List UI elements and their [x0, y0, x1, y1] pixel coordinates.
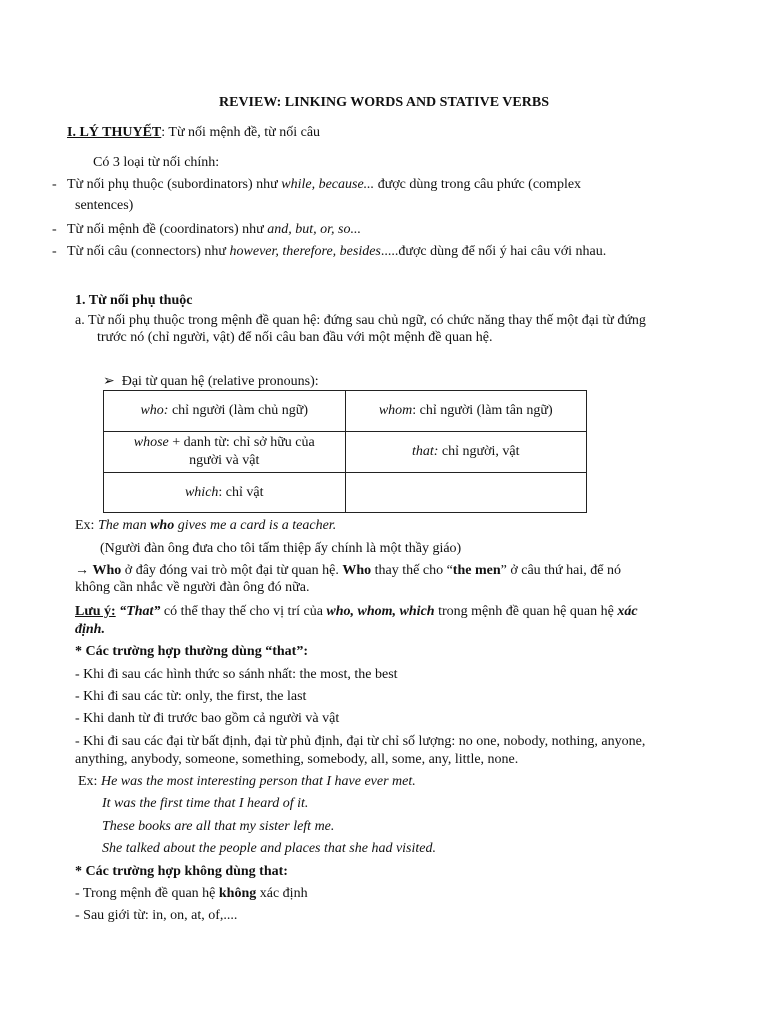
arrow-bullet-icon: ➢ — [103, 374, 115, 389]
bullet-continuation: sentences) — [75, 198, 134, 213]
table-row — [104, 391, 587, 432]
relative-pronouns-table — [103, 390, 587, 513]
table-row — [104, 432, 587, 473]
list-item: - Sau giới từ: in, on, at, of,.... — [75, 908, 238, 923]
intro-text: Có 3 loại từ nối chính: — [93, 155, 220, 170]
pronouns-heading: ➢ Đại từ quan hệ (relative pronouns): — [103, 374, 319, 389]
example-sentence: Ex: He was the most interesting person that I have ever met. — [78, 774, 416, 789]
explanation-line2: không cần nhắc về người đàn ông đó nữa. — [75, 580, 310, 595]
table-cell: who: chỉ người (làm chủ ngữ) — [104, 391, 346, 432]
list-item: - Khi đi sau các đại từ bất định, đại từ phủ định, đại từ chỉ số lượng: no one, nobody, nothing, anyone, — [75, 734, 646, 749]
section-heading: I. LÝ THUYẾT: Từ nối mệnh đề, từ nối câu — [67, 125, 321, 140]
list-item: - Khi đi sau các từ: only, the first, the last — [75, 689, 307, 704]
example-sentence: It was the first time that I heard of it. — [102, 796, 309, 811]
explanation-line1: → Who ở đây đóng vai trò một đại từ quan hệ. Who thay thế cho “the men” ở câu thứ hai, để nó — [75, 563, 621, 578]
bullet-connectors: Từ nối câu (connectors) như however, therefore, besides.....được dùng để nối ý hai câu với nhau. — [67, 244, 607, 259]
example-sentence: These books are all that my sister left me. — [102, 819, 335, 834]
list-item: anything, anybody, someone, something, somebody, all, some, any, little, none. — [75, 752, 519, 767]
bullet-subordinators: Từ nối phụ thuộc (subordinators) như while, because... được dùng trong câu phức (complex — [67, 177, 582, 192]
bullet-coordinators: Từ nối mệnh đề (coordinators) như and, but, or, so... — [67, 222, 361, 237]
cases-no-that-heading: * Các trường hợp không dùng that: — [75, 864, 288, 879]
example-sentence: She talked about the people and places that she had visited. — [102, 841, 436, 856]
table-cell: which: chỉ vật — [104, 473, 346, 513]
subsection-heading: 1. Từ nối phụ thuộc — [75, 293, 193, 308]
note-line1: Lưu ý: “That” có thể thay thế cho vị trí của who, whom, which trong mệnh đề quan hệ quan hệ xác — [75, 604, 638, 619]
note-line2: định. — [75, 622, 105, 637]
table-cell — [345, 473, 587, 513]
list-item: - Khi đi sau các hình thức so sánh nhất: the most, the best — [75, 667, 398, 682]
page-title: REVIEW: LINKING WORDS AND STATIVE VERBS — [219, 95, 549, 110]
bullet-dash: - — [52, 222, 57, 237]
example-translation: (Người đàn ông đưa cho tôi tấm thiệp ấy chính là một thầy giáo) — [100, 541, 462, 556]
list-item: - Khi danh từ đi trước bao gồm cả người và vật — [75, 711, 340, 726]
cases-that-heading: * Các trường hợp thường dùng “that”: — [75, 644, 308, 659]
bullet-dash: - — [52, 177, 57, 192]
example-sentence: Ex: The man who gives me a card is a teacher. — [75, 518, 337, 533]
table-row — [104, 473, 587, 513]
table-cell: that: chỉ người, vật — [345, 432, 587, 473]
paragraph-a-line2: trước nó (chỉ người, vật) để nối câu ban đầu với một mệnh đề quan hệ. — [97, 330, 493, 345]
list-item: - Trong mệnh đề quan hệ không xác định — [75, 886, 308, 901]
table-cell: whose + danh từ: chỉ sở hữu của người và vật — [104, 432, 346, 473]
bullet-dash: - — [52, 244, 57, 259]
table-cell: whom: chỉ người (làm tân ngữ) — [345, 391, 587, 432]
paragraph-a-line1: a. Từ nối phụ thuộc trong mệnh đề quan hệ: đứng sau chủ ngữ, có chức năng thay thế một đại từ đứng — [75, 313, 646, 328]
